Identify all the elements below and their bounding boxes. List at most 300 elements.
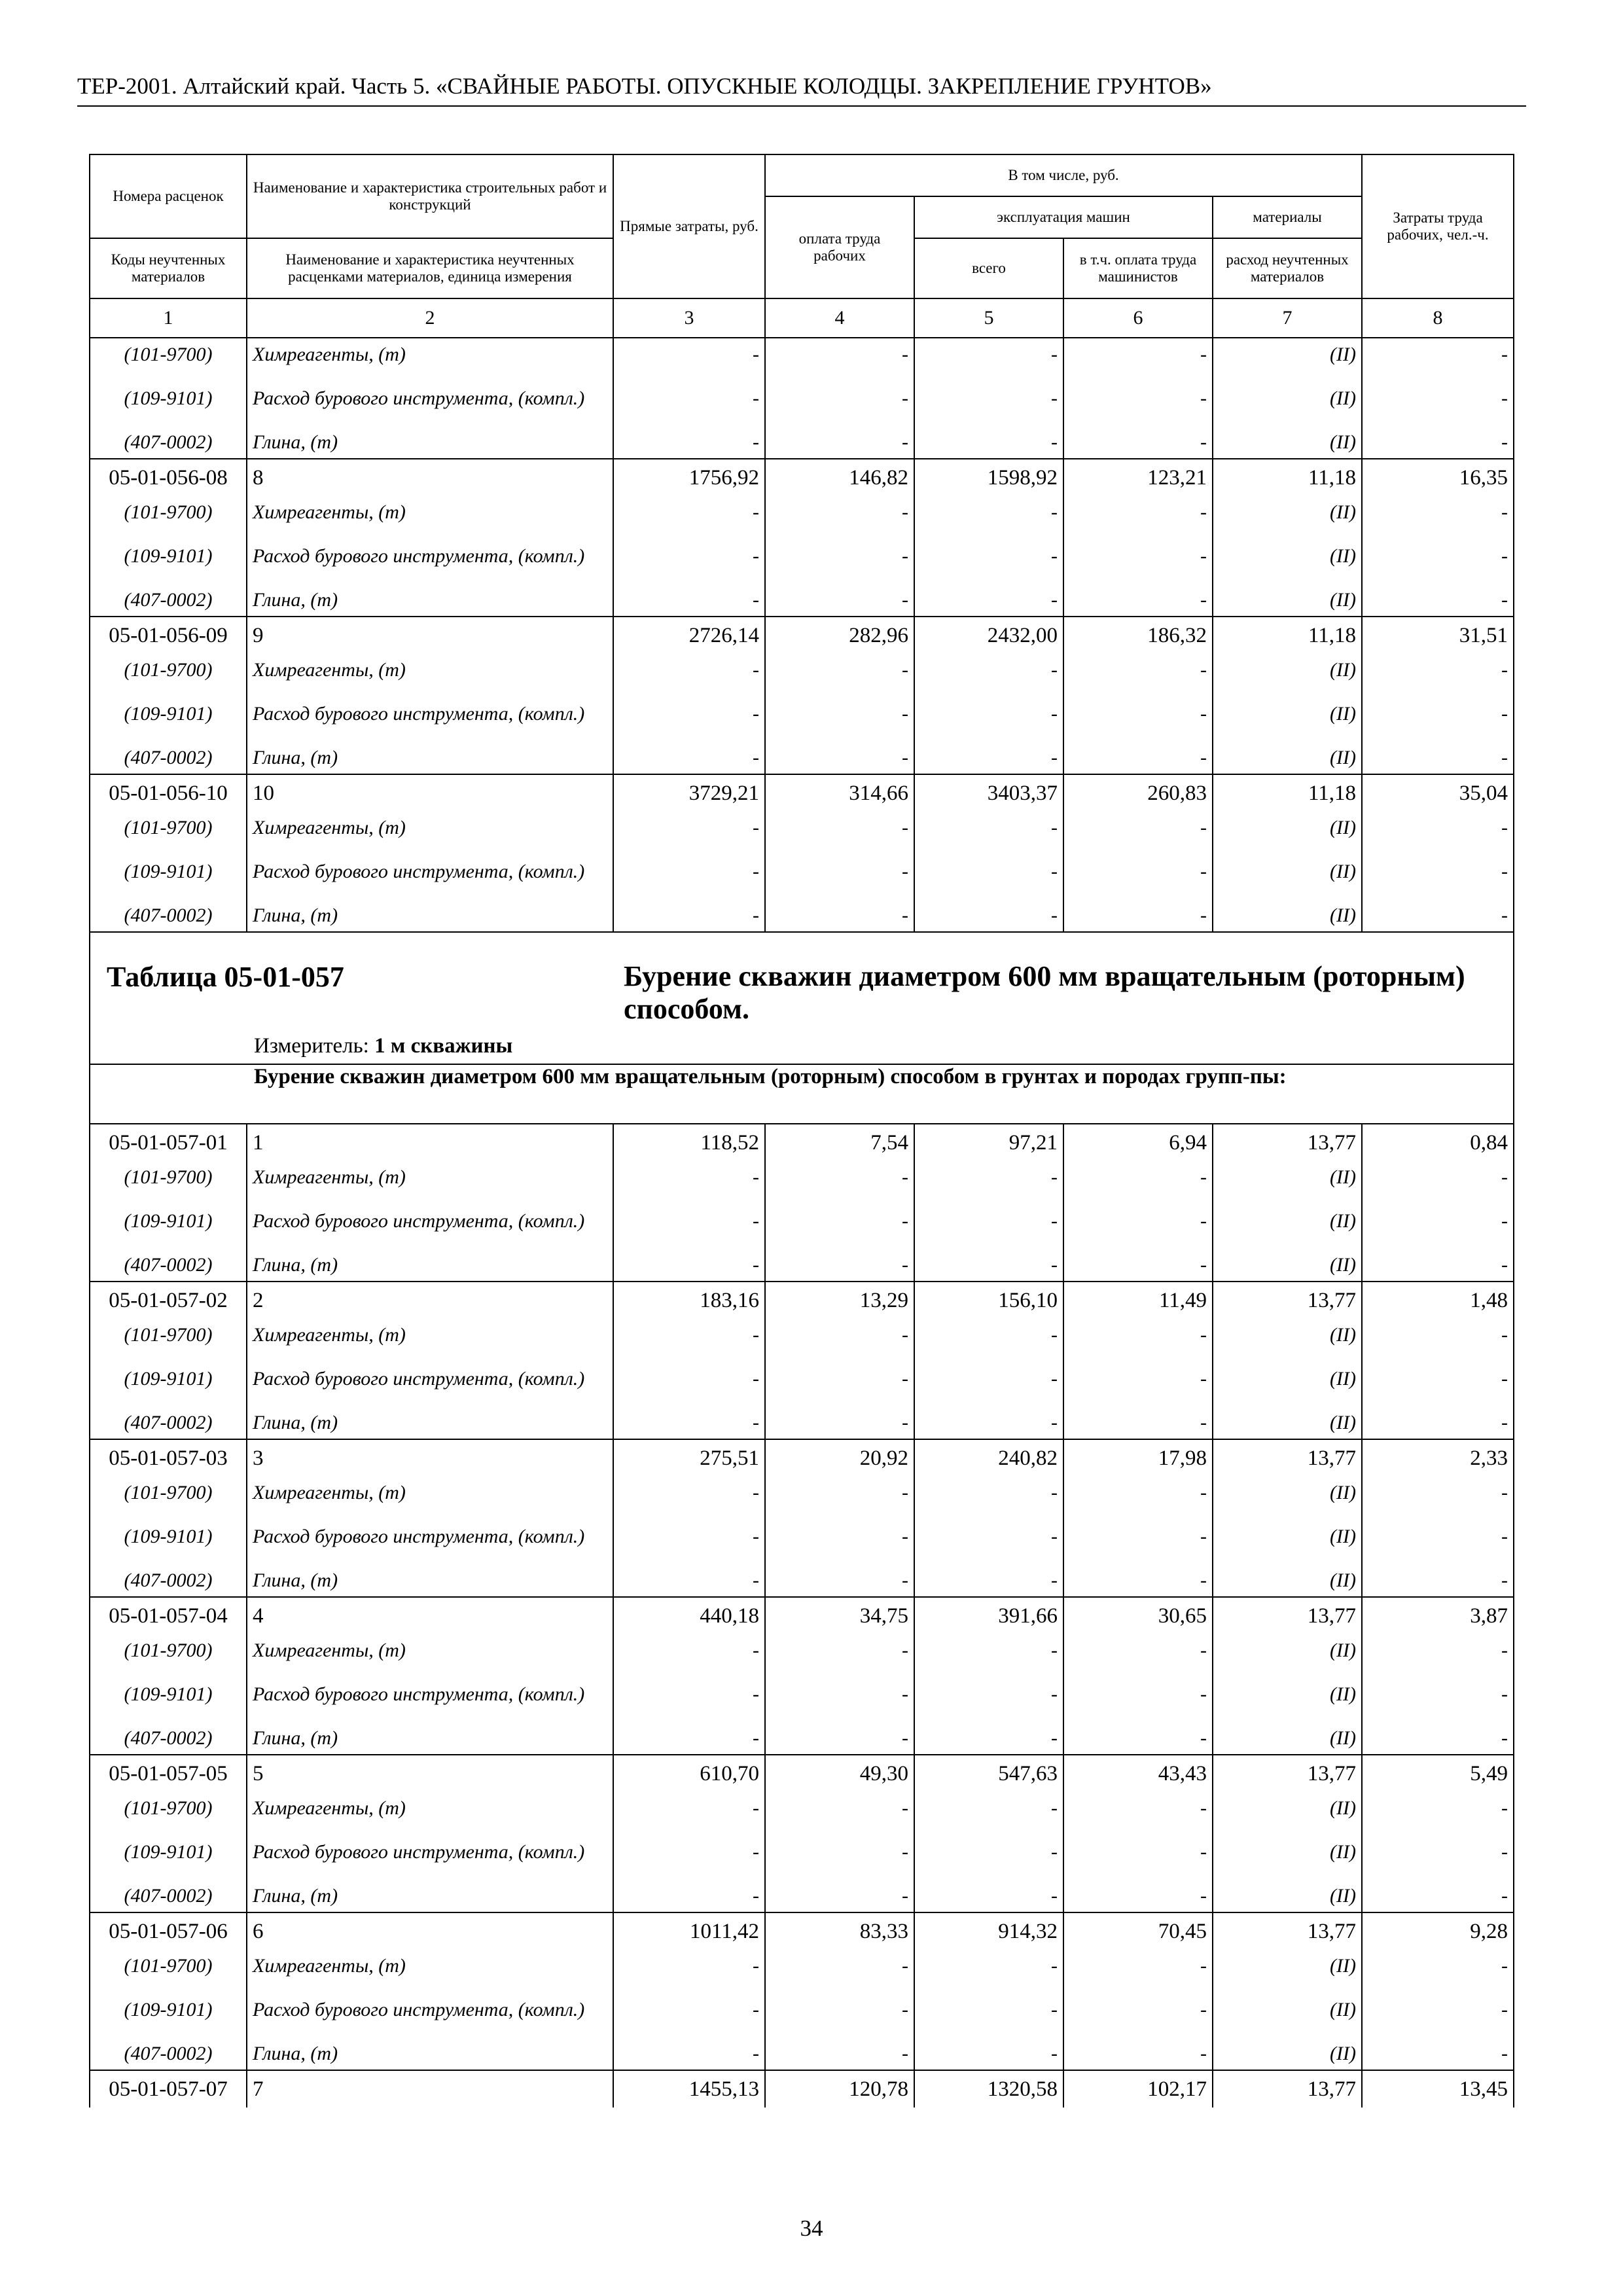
table-cell: 05-01-057-06 — [90, 1912, 247, 1950]
material-row — [90, 1722, 1514, 1755]
material-row — [90, 1477, 1514, 1509]
table-cell: (II) — [1213, 1161, 1362, 1193]
table-cell: - — [765, 1407, 914, 1439]
table-cell: (407-0002) — [90, 584, 247, 617]
table-number: Таблица 05-01-057 — [107, 961, 344, 993]
table-cell: - — [914, 1509, 1063, 1564]
table-cell: 3403,37 — [914, 774, 1063, 812]
head-materials-consumption: расход неучтенных материалов — [1213, 238, 1362, 298]
table-cell: - — [914, 686, 1063, 742]
table-cell: - — [765, 1477, 914, 1509]
table-cell: - — [613, 1249, 765, 1282]
table-cell: Химреагенты, (т) — [247, 1634, 613, 1666]
table-cell: Расход бурового инструмента, (компл.) — [247, 844, 613, 899]
table-cell: - — [765, 1319, 914, 1351]
table-cell: - — [1362, 1351, 1514, 1407]
table-cell: - — [1362, 1880, 1514, 1912]
table-cell: (II) — [1213, 1319, 1362, 1351]
table-cell: Химреагенты, (т) — [247, 654, 613, 686]
table-cell: - — [1063, 812, 1213, 844]
material-row — [90, 812, 1514, 844]
table-cell: - — [1362, 496, 1514, 528]
table-cell: - — [914, 1634, 1063, 1666]
table-cell: 5,49 — [1362, 1755, 1514, 1792]
table-cell: - — [765, 1193, 914, 1249]
table-cell: (109-9101) — [90, 844, 247, 899]
table-cell: - — [1362, 1950, 1514, 1982]
table-cell: (407-0002) — [90, 1407, 247, 1439]
table-cell: 05-01-056-10 — [90, 774, 247, 812]
table-cell: - — [1362, 1407, 1514, 1439]
table-cell: - — [914, 844, 1063, 899]
head-including: В том числе, руб. — [765, 154, 1362, 196]
rate-row — [90, 1912, 1514, 1950]
table-cell: Глина, (т) — [247, 426, 613, 459]
table-cell: (II) — [1213, 1634, 1362, 1666]
table-cell: (109-9101) — [90, 1666, 247, 1722]
table-cell: 0,84 — [1362, 1124, 1514, 1161]
table-cell: - — [914, 1824, 1063, 1880]
table-cell: - — [613, 742, 765, 774]
table-cell: - — [1362, 584, 1514, 617]
table-cell: (101-9700) — [90, 1319, 247, 1351]
table-cell: - — [765, 370, 914, 426]
material-row — [90, 1161, 1514, 1193]
table-cell: - — [1063, 1792, 1213, 1824]
table-cell: - — [613, 1509, 765, 1564]
rate-row — [90, 2070, 1514, 2108]
table-cell: 183,16 — [613, 1282, 765, 1319]
table-cell: - — [1362, 1319, 1514, 1351]
table-cell: - — [914, 1477, 1063, 1509]
table-cell: Химреагенты, (т) — [247, 1161, 613, 1193]
rate-row — [90, 1124, 1514, 1161]
table-cell: (407-0002) — [90, 1722, 247, 1755]
table-cell: Глина, (т) — [247, 2037, 613, 2070]
table-cell: - — [613, 584, 765, 617]
table-cell: 05-01-057-01 — [90, 1124, 247, 1161]
table-cell: Расход бурового инструмента, (компл.) — [247, 686, 613, 742]
table-cell: Расход бурового инструмента, (компл.) — [247, 1666, 613, 1722]
table-cell: - — [1362, 742, 1514, 774]
table-cell: (407-0002) — [90, 742, 247, 774]
table-cell: - — [914, 2037, 1063, 2070]
table-cell: (II) — [1213, 1509, 1362, 1564]
table-cell: - — [613, 1666, 765, 1722]
column-number: 7 — [1213, 298, 1362, 338]
table-cell: - — [765, 899, 914, 932]
rates-table — [89, 154, 1514, 2108]
table-cell: Глина, (т) — [247, 742, 613, 774]
table-cell: - — [914, 496, 1063, 528]
table-cell: 275,51 — [613, 1439, 765, 1477]
table-cell: Расход бурового инструмента, (компл.) — [247, 528, 613, 584]
table-cell: (109-9101) — [90, 1193, 247, 1249]
table-cell: - — [1063, 1564, 1213, 1597]
table-cell: - — [1362, 1161, 1514, 1193]
table-cell: - — [914, 1722, 1063, 1755]
table-cell: 13,77 — [1213, 1124, 1362, 1161]
table-cell: - — [1362, 899, 1514, 932]
table-cell: - — [914, 1407, 1063, 1439]
column-number: 4 — [765, 298, 914, 338]
table-cell: (II) — [1213, 338, 1362, 370]
table-cell: - — [1063, 686, 1213, 742]
table-head-row — [90, 154, 1514, 196]
table-cell: (II) — [1213, 528, 1362, 584]
material-row — [90, 1950, 1514, 1982]
material-row — [90, 686, 1514, 742]
table-cell: - — [613, 1564, 765, 1597]
table-cell: (407-0002) — [90, 1249, 247, 1282]
table-cell: - — [1362, 686, 1514, 742]
table-cell: - — [1063, 844, 1213, 899]
table-cell: - — [1063, 370, 1213, 426]
table-cell: - — [1362, 1824, 1514, 1880]
table-cell: 43,43 — [1063, 1755, 1213, 1792]
material-row — [90, 654, 1514, 686]
table-cell: - — [1362, 338, 1514, 370]
table-cell: (II) — [1213, 1722, 1362, 1755]
table-cell: 05-01-057-03 — [90, 1439, 247, 1477]
table-cell: - — [613, 899, 765, 932]
material-row — [90, 742, 1514, 774]
material-row — [90, 2037, 1514, 2070]
table-cell: (101-9700) — [90, 1792, 247, 1824]
table-cell: 3 — [247, 1439, 613, 1477]
header-rule — [77, 105, 1526, 107]
table-cell: - — [1063, 1407, 1213, 1439]
table-cell: - — [1362, 528, 1514, 584]
table-cell: - — [1063, 654, 1213, 686]
table-cell: (II) — [1213, 426, 1362, 459]
table-cell: - — [765, 496, 914, 528]
table-cell: 1598,92 — [914, 459, 1063, 496]
column-number: 2 — [247, 298, 613, 338]
table-cell: 10 — [247, 774, 613, 812]
group-title-row — [90, 1064, 1514, 1124]
table-cell: 6 — [247, 1912, 613, 1950]
rate-row — [90, 774, 1514, 812]
table-cell: (II) — [1213, 1249, 1362, 1282]
table-cell: 05-01-057-07 — [90, 2070, 247, 2108]
head-material-names: Наименование и характеристика неучтенных расценками материалов, единица измерения — [247, 238, 613, 298]
table-cell: 11,49 — [1063, 1282, 1213, 1319]
table-cell: - — [613, 496, 765, 528]
table-cell: - — [613, 1161, 765, 1193]
table-cell: 20,92 — [765, 1439, 914, 1477]
table-cell: - — [613, 338, 765, 370]
table-cell: - — [765, 686, 914, 742]
table-cell: (II) — [1213, 654, 1362, 686]
material-row — [90, 1666, 1514, 1722]
table-cell: 34,75 — [765, 1597, 914, 1634]
table-cell: Расход бурового инструмента, (компл.) — [247, 1982, 613, 2037]
material-row — [90, 1319, 1514, 1351]
table-cell: 13,77 — [1213, 1912, 1362, 1950]
table-cell: - — [613, 1950, 765, 1982]
head-work-name: Наименование и характеристика строительных работ и конструкций — [247, 154, 613, 238]
table-cell: - — [1362, 1792, 1514, 1824]
table-cell: - — [914, 370, 1063, 426]
meter-value: 1 м скважины — [374, 1034, 513, 1058]
table-cell: 123,21 — [1063, 459, 1213, 496]
section-cell — [90, 932, 1514, 1064]
table-cell: (109-9101) — [90, 370, 247, 426]
table-cell: - — [613, 426, 765, 459]
table-cell: - — [765, 1249, 914, 1282]
table-cell: 13,77 — [1213, 1439, 1362, 1477]
table-cell: 282,96 — [765, 617, 914, 654]
table-cell: Глина, (т) — [247, 1249, 613, 1282]
table-cell: (II) — [1213, 584, 1362, 617]
table-cell: (II) — [1213, 1351, 1362, 1407]
table-cell: 391,66 — [914, 1597, 1063, 1634]
material-row — [90, 1880, 1514, 1912]
group-cell — [90, 1064, 1514, 1124]
table-cell: (407-0002) — [90, 1564, 247, 1597]
table-cell: - — [914, 1319, 1063, 1351]
table-cell: - — [765, 584, 914, 617]
rate-row — [90, 459, 1514, 496]
material-row — [90, 1249, 1514, 1282]
table-cell: - — [765, 338, 914, 370]
table-cell: Расход бурового инструмента, (компл.) — [247, 1824, 613, 1880]
table-cell: 610,70 — [613, 1755, 765, 1792]
column-numbers-row — [90, 298, 1514, 338]
head-machines-total: всего — [914, 238, 1063, 298]
table-cell: (II) — [1213, 1792, 1362, 1824]
table-cell: (407-0002) — [90, 2037, 247, 2070]
table-cell: - — [1063, 742, 1213, 774]
table-cell: (407-0002) — [90, 899, 247, 932]
head-labor-hours: Затраты труда рабочих, чел.-ч. — [1362, 154, 1514, 298]
table-cell: - — [765, 1351, 914, 1407]
table-cell: 05-01-057-05 — [90, 1755, 247, 1792]
table-cell: Глина, (т) — [247, 899, 613, 932]
table-cell: - — [914, 1792, 1063, 1824]
table-cell: - — [1362, 844, 1514, 899]
table-cell: Расход бурового инструмента, (компл.) — [247, 1509, 613, 1564]
material-row — [90, 338, 1514, 370]
table-cell: - — [914, 742, 1063, 774]
table-cell: (II) — [1213, 742, 1362, 774]
material-row — [90, 1634, 1514, 1666]
table-cell: 2726,14 — [613, 617, 765, 654]
table-cell: - — [1362, 1564, 1514, 1597]
table-cell: 7,54 — [765, 1124, 914, 1161]
table-cell: - — [1063, 2037, 1213, 2070]
table-cell: - — [914, 1193, 1063, 1249]
table-cell: 314,66 — [765, 774, 914, 812]
table-title: Бурение скважин диаметром 600 мм вращательным (роторным) способом. — [624, 960, 1465, 1025]
group-inner — [90, 1065, 1513, 1123]
table-cell: 2 — [247, 1282, 613, 1319]
table-cell: - — [914, 528, 1063, 584]
table-cell: 1011,42 — [613, 1912, 765, 1950]
table-cell: (II) — [1213, 1950, 1362, 1982]
table-cell: (II) — [1213, 844, 1362, 899]
table-cell: - — [914, 1161, 1063, 1193]
table-cell: - — [1362, 1722, 1514, 1755]
table-cell: - — [613, 654, 765, 686]
table-cell: (109-9101) — [90, 1509, 247, 1564]
table-cell: 97,21 — [914, 1124, 1063, 1161]
table-cell: (407-0002) — [90, 1880, 247, 1912]
column-number: 5 — [914, 298, 1063, 338]
table-cell: - — [914, 1982, 1063, 2037]
head-materials: материалы — [1213, 196, 1362, 238]
table-cell: - — [1362, 1666, 1514, 1722]
head-labor-pay: оплата труда рабочих — [765, 196, 914, 298]
table-cell: 05-01-057-04 — [90, 1597, 247, 1634]
table-cell: - — [765, 426, 914, 459]
table-cell: - — [765, 1509, 914, 1564]
table-cell: - — [914, 338, 1063, 370]
table-cell: Химреагенты, (т) — [247, 338, 613, 370]
table-cell: - — [1362, 1193, 1514, 1249]
material-row — [90, 1824, 1514, 1880]
table-cell: 1 — [247, 1124, 613, 1161]
table-cell: 2,33 — [1362, 1439, 1514, 1477]
table-cell: Расход бурового инструмента, (компл.) — [247, 370, 613, 426]
table-cell: - — [613, 2037, 765, 2070]
table-cell: - — [765, 1161, 914, 1193]
table-section-header — [90, 932, 1514, 1064]
table-cell: - — [914, 812, 1063, 844]
table-cell: - — [613, 686, 765, 742]
material-row — [90, 1509, 1514, 1564]
table-cell: - — [613, 1880, 765, 1912]
table-cell: 3,87 — [1362, 1597, 1514, 1634]
table-cell: 11,18 — [1213, 774, 1362, 812]
material-row — [90, 899, 1514, 932]
table-cell: 05-01-057-02 — [90, 1282, 247, 1319]
table-cell: 1455,13 — [613, 2070, 765, 2108]
table-cell: - — [1362, 426, 1514, 459]
material-row — [90, 1982, 1514, 2037]
table-cell: - — [1063, 1666, 1213, 1722]
table-cell: Химреагенты, (т) — [247, 812, 613, 844]
material-row — [90, 1792, 1514, 1824]
table-cell: (II) — [1213, 1477, 1362, 1509]
table-cell: 3729,21 — [613, 774, 765, 812]
table-cell: (101-9700) — [90, 654, 247, 686]
table-cell: - — [914, 584, 1063, 617]
table-cell: (II) — [1213, 812, 1362, 844]
table-cell: (II) — [1213, 1880, 1362, 1912]
table-cell: 13,77 — [1213, 1755, 1362, 1792]
table-cell: 146,82 — [765, 459, 914, 496]
table-cell: 260,83 — [1063, 774, 1213, 812]
table-cell: - — [1063, 1950, 1213, 1982]
table-cell: 05-01-056-08 — [90, 459, 247, 496]
table-cell: - — [1063, 584, 1213, 617]
table-cell: - — [914, 899, 1063, 932]
table-cell: - — [914, 1351, 1063, 1407]
table-cell: - — [1063, 1634, 1213, 1666]
table-cell: - — [914, 1880, 1063, 1912]
table-cell: - — [765, 528, 914, 584]
table-cell: Химреагенты, (т) — [247, 1950, 613, 1982]
page-number: 34 — [800, 2215, 823, 2241]
table-cell: (II) — [1213, 370, 1362, 426]
table-cell: 440,18 — [613, 1597, 765, 1634]
table-cell: 83,33 — [765, 1912, 914, 1950]
table-cell: - — [613, 1351, 765, 1407]
table-cell: 120,78 — [765, 2070, 914, 2108]
table-cell: - — [613, 1319, 765, 1351]
table-cell: (II) — [1213, 1407, 1362, 1439]
table-cell: (109-9101) — [90, 528, 247, 584]
table-cell: 49,30 — [765, 1755, 914, 1792]
table-cell: - — [1362, 1982, 1514, 2037]
table-cell: - — [1063, 338, 1213, 370]
material-row — [90, 370, 1514, 426]
table-cell: (II) — [1213, 1982, 1362, 2037]
table-cell: - — [765, 1950, 914, 1982]
table-cell: 102,17 — [1063, 2070, 1213, 2108]
table-cell: 4 — [247, 1597, 613, 1634]
table-cell: (101-9700) — [90, 1634, 247, 1666]
table-cell: 156,10 — [914, 1282, 1063, 1319]
table-cell: - — [613, 812, 765, 844]
table-cell: - — [765, 1880, 914, 1912]
table-cell: - — [1063, 1193, 1213, 1249]
table-cell: Глина, (т) — [247, 1880, 613, 1912]
table-cell: (109-9101) — [90, 1824, 247, 1880]
table-cell: 9,28 — [1362, 1912, 1514, 1950]
material-row — [90, 528, 1514, 584]
table-cell: 70,45 — [1063, 1912, 1213, 1950]
table-cell: - — [613, 1193, 765, 1249]
table-cell: (109-9101) — [90, 686, 247, 742]
table-cell: 8 — [247, 459, 613, 496]
table-cell: 240,82 — [914, 1439, 1063, 1477]
table-cell: - — [613, 1477, 765, 1509]
head-rate-numbers: Номера расценок — [90, 154, 247, 238]
table-cell: - — [1063, 1509, 1213, 1564]
table-cell: - — [765, 2037, 914, 2070]
table-cell: 11,18 — [1213, 617, 1362, 654]
table-cell: - — [1362, 654, 1514, 686]
table-cell: 11,18 — [1213, 459, 1362, 496]
table-cell: - — [613, 1982, 765, 2037]
table-cell: 118,52 — [613, 1124, 765, 1161]
table-cell: 1,48 — [1362, 1282, 1514, 1319]
rate-row — [90, 617, 1514, 654]
table-cell: - — [1063, 1722, 1213, 1755]
table-cell: - — [1362, 1249, 1514, 1282]
table-cell: 6,94 — [1063, 1124, 1213, 1161]
table-cell: - — [765, 654, 914, 686]
table-cell: 2432,00 — [914, 617, 1063, 654]
column-number: 3 — [613, 298, 765, 338]
table-cell: - — [1063, 899, 1213, 932]
table-cell: (II) — [1213, 2037, 1362, 2070]
page-header-title: ТЕР-2001. Алтайский край. Часть 5. «СВАЙНЫЕ РАБОТЫ. ОПУСКНЫЕ КОЛОДЦЫ. ЗАКРЕПЛЕНИЕ ГРУНТОВ» — [77, 73, 1212, 99]
table-cell: 1320,58 — [914, 2070, 1063, 2108]
table-meter — [254, 1034, 512, 1058]
table-cell: (101-9700) — [90, 1477, 247, 1509]
material-row — [90, 1351, 1514, 1407]
table-cell: - — [1362, 2037, 1514, 2070]
table-cell: 13,77 — [1213, 1597, 1362, 1634]
table-cell: 13,77 — [1213, 1282, 1362, 1319]
table-cell: (101-9700) — [90, 1161, 247, 1193]
table-cell: - — [765, 1564, 914, 1597]
table-cell: Расход бурового инструмента, (компл.) — [247, 1351, 613, 1407]
